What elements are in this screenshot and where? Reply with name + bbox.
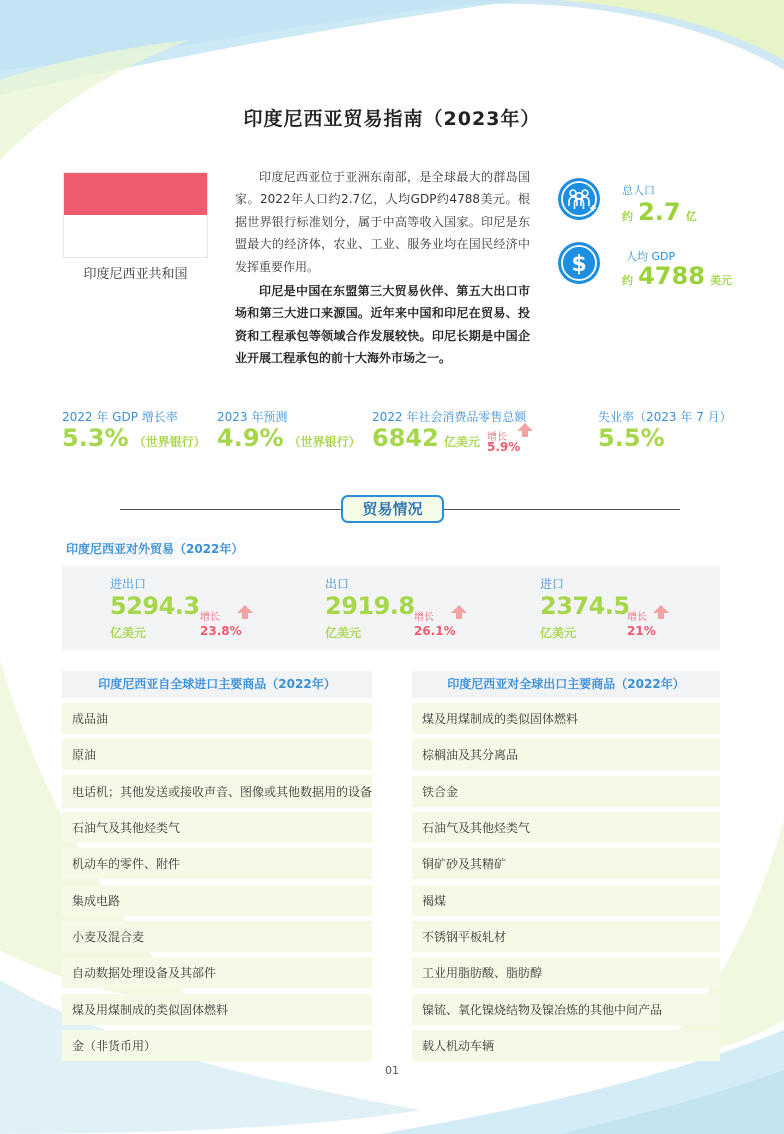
trade-import-value: 2374.5 xyxy=(540,592,630,620)
trade-total-value: 5294.3 xyxy=(110,592,200,620)
trade-total-growth-label: 增长 xyxy=(200,612,220,623)
kpi-forecast-note: （世界银行） xyxy=(288,435,361,449)
export-item: 铜矿砂及其精矿 xyxy=(412,848,720,879)
export-item: 载人机动车辆 xyxy=(412,1030,720,1061)
kpi-forecast-label: 2023 年预测 xyxy=(217,410,288,424)
country-name: 印度尼西亚共和国 xyxy=(83,267,188,282)
trade-export-unit: 亿美元 xyxy=(325,626,362,640)
import-item: 集成电路 xyxy=(62,885,372,916)
export-item: 不锈钢平板轧材 xyxy=(412,921,720,952)
people-icon xyxy=(558,178,600,220)
intro-paragraph: 印度尼西亚位于亚洲东南部，是全球最大的群岛国家。2022年人口约2.7亿，人均GDP约4788美元。根据世界银行标准划分，属于中高等收入国家。印尼是东盟最大的经济体，农业、工业、服务业均在国民经济中发挥重要作用。 xyxy=(235,170,530,274)
flag-white-stripe xyxy=(64,215,207,257)
page-number: 01 xyxy=(385,1064,399,1077)
gdp-per-capita-label: 人均 GDP xyxy=(626,250,676,263)
export-item: 煤及用煤制成的类似固体燃料 xyxy=(412,703,720,734)
export-item: 褐煤 xyxy=(412,885,720,916)
flag-red-stripe xyxy=(64,173,207,215)
page-title: 印度尼西亚贸易指南（2023年） xyxy=(243,108,541,130)
intro-paragraph-bold: 印尼是中国在东盟第三大贸易伙伴、第五大出口市场和第三大进口来源国。近年来中国和印尼在贸易、投资和工程承包等领域合作发展较快。印尼长期是中国企业开展工程承包的前十大海外市场之一。 xyxy=(235,284,530,366)
population-prefix: 约 xyxy=(622,210,633,223)
trade-total-growth: 23.8% xyxy=(200,624,242,638)
trade-export-value: 2919.8 xyxy=(325,592,415,620)
imports-list-title: 印度尼西亚自全球进口主要商品（2022年） xyxy=(62,671,372,698)
kpi-retail xyxy=(372,424,480,452)
gdp-prefix: 约 xyxy=(622,274,633,287)
arrow-up-icon xyxy=(516,422,534,438)
kpi-retail-label: 2022 年社会消费品零售总额 xyxy=(372,410,527,424)
kpi-forecast xyxy=(217,424,361,452)
svg-text:$: $ xyxy=(571,252,587,277)
kpi-forecast-value: 4.9% xyxy=(217,424,284,452)
kpi-retail-growth-label: 增长 xyxy=(487,432,507,443)
export-item: 铁合金 xyxy=(412,776,720,807)
arrow-up-icon xyxy=(652,604,670,620)
import-item: 成品油 xyxy=(62,703,372,734)
trade-import-label: 进口 xyxy=(540,577,565,591)
import-item: 自动数据处理设备及其部件 xyxy=(62,957,372,988)
trade-import-growth: 21% xyxy=(627,624,656,638)
export-item: 棕榈油及其分离品 xyxy=(412,739,720,770)
import-item: 石油气及其他烃类气 xyxy=(62,812,372,843)
dollar-icon xyxy=(558,242,600,284)
trade-export-growth: 26.1% xyxy=(414,624,456,638)
kpi-gdp-growth-note: （世界银行） xyxy=(133,435,206,449)
population-label: 总人口 xyxy=(622,184,655,197)
import-item: 电话机；其他发送或接收声音、图像或其他数据用的设备 xyxy=(62,775,372,808)
population-unit: 亿 xyxy=(685,210,697,223)
import-item: 金（非货币用） xyxy=(62,1030,372,1061)
kpi-retail-growth: 5.9% xyxy=(487,440,521,454)
kpi-gdp-growth xyxy=(62,424,206,452)
trade-import-unit: 亿美元 xyxy=(540,626,577,640)
kpi-retail-value: 6842 xyxy=(372,424,439,452)
kpi-unemployment-label: 失业率（2023 年 7 月） xyxy=(598,410,732,424)
import-item: 机动车的零件、附件 xyxy=(62,848,372,879)
trade-total-label: 进出口 xyxy=(110,577,147,591)
gdp-per-capita-value: 4788 xyxy=(638,262,705,290)
section-title-trade: 贸易情况 xyxy=(341,495,444,523)
population-value-group xyxy=(622,198,697,226)
imports-list xyxy=(62,700,372,1064)
export-item: 石油气及其他烃类气 xyxy=(412,812,720,843)
arrow-up-icon xyxy=(236,604,254,620)
trade-export-growth-label: 增长 xyxy=(414,612,434,623)
import-item: 小麦及混合麦 xyxy=(62,921,372,952)
kpi-retail-unit: 亿美元 xyxy=(443,435,480,449)
kpi-gdp-growth-label: 2022 年 GDP 增长率 xyxy=(62,410,178,424)
trade-total-unit: 亿美元 xyxy=(110,626,147,640)
export-item: 镍锍、氧化镍烧结物及镍冶炼的其他中间产品 xyxy=(412,994,720,1025)
trade-subtitle: 印度尼西亚对外贸易（2022年） xyxy=(62,537,247,560)
population-value: 2.7 xyxy=(638,198,681,226)
trade-import-growth-label: 增长 xyxy=(627,612,647,623)
indonesia-flag xyxy=(63,172,208,258)
exports-list xyxy=(412,700,720,1064)
kpi-gdp-growth-value: 5.3% xyxy=(62,424,129,452)
gdp-per-capita-value-group xyxy=(622,262,732,290)
arrow-up-icon xyxy=(450,604,468,620)
import-item: 原油 xyxy=(62,739,372,770)
trade-export-label: 出口 xyxy=(325,577,350,591)
kpi-unemployment-value: 5.5% xyxy=(598,424,665,452)
import-item: 煤及用煤制成的类似固体燃料 xyxy=(62,994,372,1025)
exports-list-title: 印度尼西亚对全球出口主要商品（2022年） xyxy=(412,671,720,698)
gdp-unit: 美元 xyxy=(709,274,732,287)
export-item: 工业用脂肪酸、脂肪醇 xyxy=(412,957,720,988)
